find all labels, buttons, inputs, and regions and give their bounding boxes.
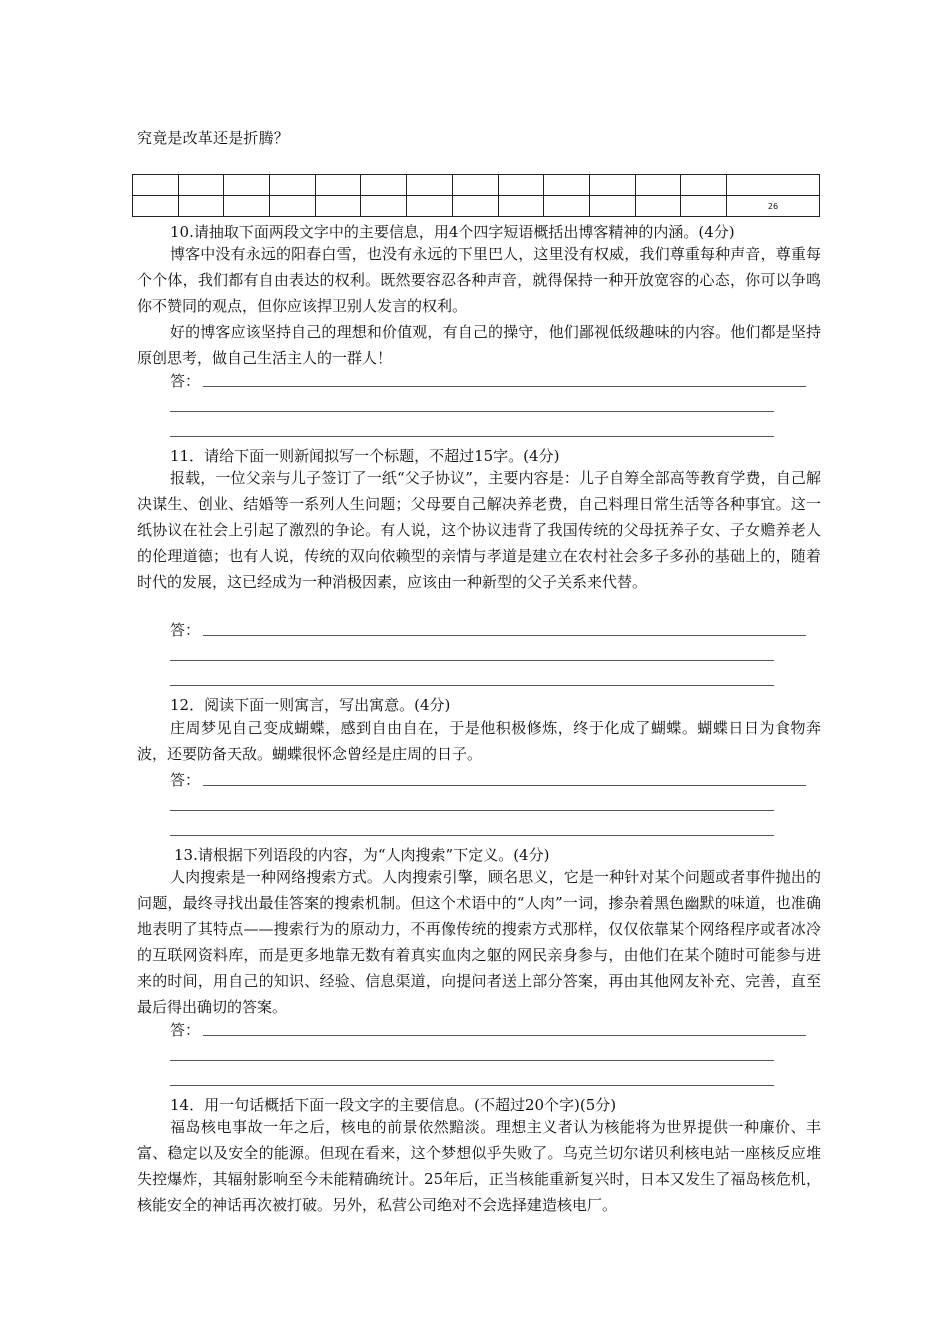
q10-answer-line-2[interactable] <box>170 411 774 412</box>
q11-answer-line-1[interactable] <box>203 635 806 636</box>
grid-cell[interactable] <box>635 175 681 196</box>
q10-answer-line-1[interactable] <box>203 386 806 387</box>
grid-cell[interactable] <box>315 196 361 217</box>
grid-cell[interactable] <box>178 196 224 217</box>
q14-paragraph-1: 福岛核电事故一年之后，核电的前景依然黯淡。理想主义者认为核能将为世界提供一种廉价、丰富、稳定以及安全的能源。但现在看来，这个梦想似乎失败了。乌克兰切尔诺贝利核电站一座核反应堆失控爆炸，其辐射影响至今未能精确统计。25年后，正当核能重新复兴时，日本又发生了福岛核危机，核能安全的神话再次被打破。另外，私营公司绝对不会选择建造核电厂。 <box>137 1118 821 1214</box>
q10-paragraph-1: 博客中没有永远的阳春白雪，也没有永远的下里巴人，这里没有权威，我们尊重每种声音，尊重每个个体，我们都有自由表达的权利。既然要容忍各种声音，就得保持一种开放宽容的心态，你可以争鸣你不赞同的观点，但你应该捍卫别人发言的权利。 <box>137 245 821 315</box>
intro-line: 究竟是改革还是折腾？ <box>137 129 290 147</box>
q14-prompt: 14．用一句话概括下面一段文字的主要信息。(不超过20个字)(5分) <box>170 1096 617 1114</box>
q11-answer-label: 答： <box>170 621 201 639</box>
grid-cell[interactable] <box>270 196 316 217</box>
q10-paragraph-2: 好的博客应该坚持自己的理想和价值观，有自己的操守，他们鄙视低级趣味的内容。他们都是坚持原创思考，做自己生活主人的一群人！ <box>137 323 821 367</box>
q13-prompt: 13.请根据下列语段的内容，为“人肉搜索”下定义。(4分) <box>174 846 550 864</box>
grid-cell[interactable] <box>224 175 270 196</box>
grid-cell[interactable] <box>635 196 681 217</box>
grid-row <box>133 196 820 217</box>
q11-paragraph-1: 报载，一位父亲与儿子签订了一纸“父子协议”，主要内容是：儿子自筹全部高等教育学费，自己解决谋生、创业、结婚等一系列人生问题；父母要自己解决养老费，自己料理日常生活等各种事宜。这一纸协议在社会上引起了激烈的争论。有人说，这个协议违背了我国传统的父母抚养子女、子女赡养老人的伦理道德；也有人说，传统的双向依赖型的亲情与孝道是建立在农村社会多子多孙的基础上的，随着时代的发展，这已经成为一种消极因素，应该由一种新型的父子关系来代替。 <box>137 469 821 591</box>
grid-cell[interactable] <box>361 175 407 196</box>
q13-answer-line-3[interactable] <box>170 1085 774 1086</box>
q13-answer-label: 答： <box>170 1021 201 1039</box>
grid-cell[interactable] <box>589 175 635 196</box>
grid-cell[interactable] <box>452 196 498 217</box>
grid-cell[interactable] <box>315 175 361 196</box>
q11-answer-line-2[interactable] <box>170 660 774 661</box>
grid-cell[interactable] <box>407 196 453 217</box>
grid-cell[interactable] <box>270 175 316 196</box>
q10-answer-label: 答： <box>170 372 201 390</box>
grid-cell[interactable] <box>361 196 407 217</box>
q12-prompt: 12．阅读下面一则寓言，写出寓意。(4分) <box>170 696 451 714</box>
grid-cell[interactable] <box>407 175 453 196</box>
grid-cell[interactable] <box>178 175 224 196</box>
q12-answer-line-3[interactable] <box>170 835 774 836</box>
grid-row <box>133 175 820 196</box>
answer-grid <box>132 174 820 217</box>
q12-answer-line-2[interactable] <box>170 810 774 811</box>
grid-cell[interactable] <box>589 196 635 217</box>
grid-cell[interactable] <box>681 175 727 196</box>
grid-cell[interactable] <box>452 175 498 196</box>
grid-cell[interactable] <box>544 175 590 196</box>
q11-answer-line-3[interactable] <box>170 685 774 686</box>
grid-cell[interactable] <box>498 196 544 217</box>
grid-cell[interactable] <box>681 196 727 217</box>
grid-cell[interactable] <box>133 175 179 196</box>
grid-cell[interactable] <box>133 196 179 217</box>
q12-answer-line-1[interactable] <box>203 785 806 786</box>
q13-paragraph-1: 人肉搜索是一种网络搜索方式。人肉搜索引擎，顾名思义，它是一种针对某个问题或者事件抛出的问题，最终寻找出最佳答案的搜索机制。但这个术语中的“人肉”一词，掺杂着黑色幽默的味道，也准确地表明了其特点——搜索行为的原动力，不再像传统的搜索方式那样，仅仅依靠某个网络程序或者冰冷的互联网资料库，而是更多地靠无数有着真实血肉之躯的网民亲身参与，由他们在某个随时可能参与进来的时间，用自己的知识、经验、信息渠道，向提问者送上部分答案，再由其他网友补充、完善，直至最后得出确切的答案。 <box>137 868 821 1016</box>
q13-answer-line-1[interactable] <box>203 1035 806 1036</box>
q11-prompt: 11．请给下面一则新闻拟写一个标题，不超过15字。(4分) <box>170 447 560 465</box>
grid-cell[interactable] <box>544 196 590 217</box>
q10-answer-line-3[interactable] <box>170 436 774 437</box>
grid-cell[interactable] <box>498 175 544 196</box>
q12-answer-label: 答： <box>170 771 201 789</box>
grid-cell[interactable] <box>224 196 270 217</box>
q10-prompt: 10.请抽取下面两段文字中的主要信息，用4个四字短语概括出博客精神的内涵。(4分) <box>170 223 735 241</box>
grid-cell[interactable] <box>727 175 820 196</box>
grid-page-number: 26 <box>727 196 820 217</box>
q12-paragraph-1: 庄周梦见自己变成蝴蝶，感到自由自在，于是他积极修炼，终于化成了蝴蝶。蝴蝶日日为食物奔波，还要防备天敌。蝴蝶很怀念曾经是庄周的日子。 <box>137 719 821 763</box>
q13-answer-line-2[interactable] <box>170 1060 774 1061</box>
